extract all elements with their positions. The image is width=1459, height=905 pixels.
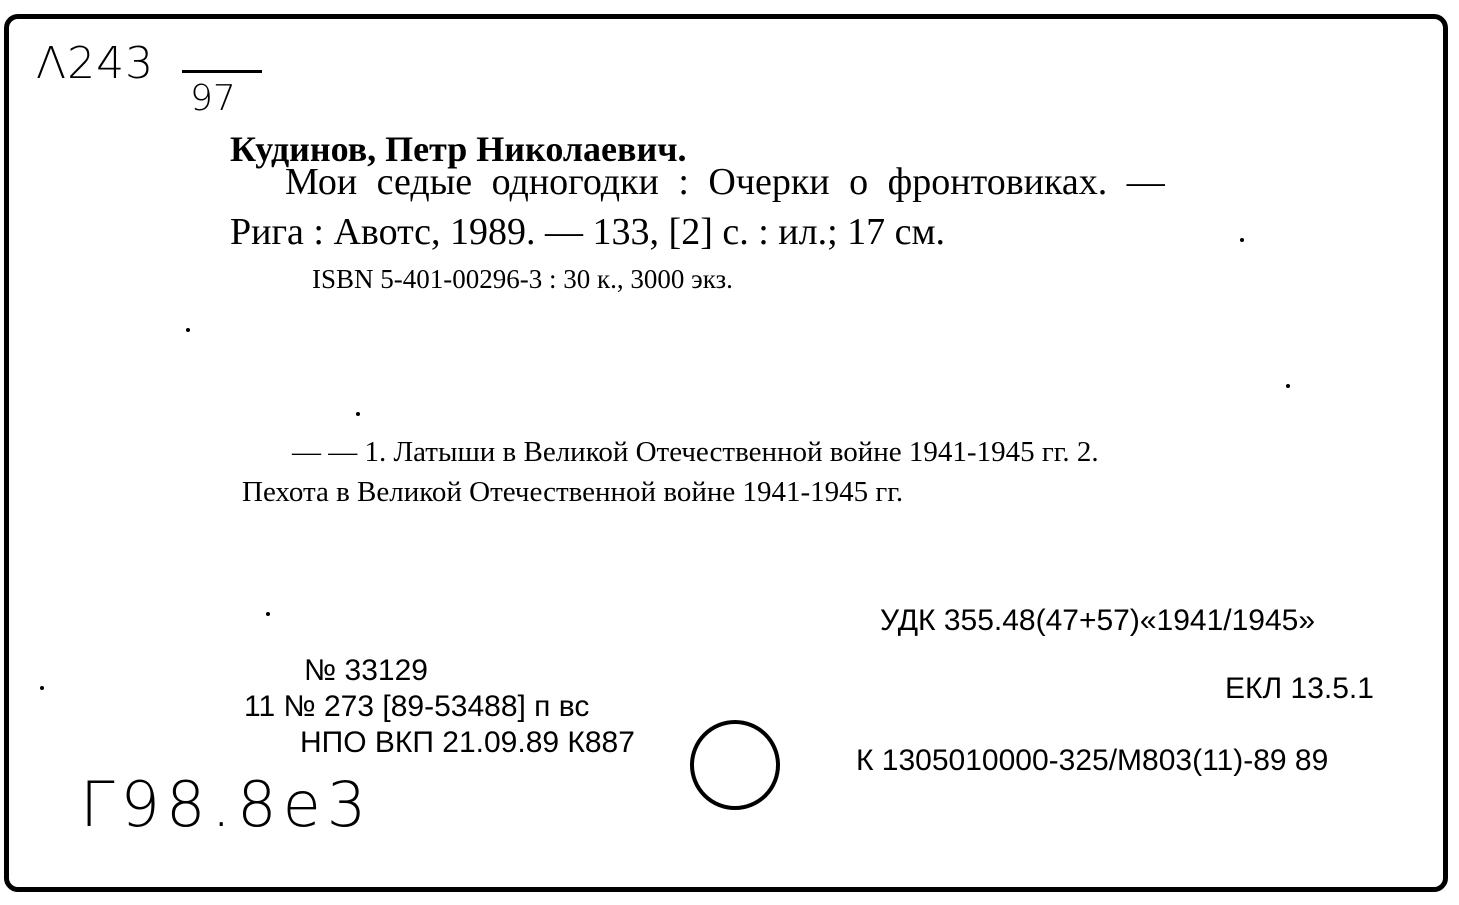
speck <box>356 412 360 416</box>
title-line: Мои седые одногодки : Очерки о фронтовиках. — <box>285 161 1165 203</box>
circle-stamp <box>690 720 780 810</box>
publication-line: Рига : Авотс, 1989. — 133, [2] с. : ил.; 17 см. <box>230 211 946 253</box>
subject-line-1: — — 1. Латыши в Великой Отечественной войне 1941-1945 гг. 2. <box>292 436 1099 468</box>
ekl-code: ЕКЛ 13.5.1 <box>1225 672 1374 705</box>
speck <box>266 612 270 616</box>
k-code: К 1305010000-325/М803(11)-89 89 <box>856 744 1329 777</box>
speck <box>1286 384 1290 388</box>
isbn-line: ISBN 5-401-00296-3 : 30 к., 3000 экз. <box>312 264 733 294</box>
record-number-2: 11 № 273 [89-53488] п вс <box>244 690 590 723</box>
speck <box>40 686 44 690</box>
handwritten-shelf-denominator: 97 <box>190 78 236 119</box>
author-heading: Кудинов, Петр Николаевич. <box>230 129 687 169</box>
handwritten-shelf-mark: Λ243 <box>36 38 155 89</box>
udk-code: УДК 355.48(47+57)«1941/1945» <box>880 604 1316 637</box>
record-number-1: № 33129 <box>304 654 428 687</box>
speck <box>186 328 190 332</box>
speck <box>1240 238 1244 242</box>
shelf-mark-fraction-bar <box>182 70 262 73</box>
record-number-3: НПО ВКП 21.09.89 К887 <box>300 726 635 759</box>
handwritten-classification: Г98.8е3 <box>80 768 373 841</box>
subject-line-2: Пехота в Великой Отечественной войне 1941-1945 гг. <box>242 476 904 508</box>
